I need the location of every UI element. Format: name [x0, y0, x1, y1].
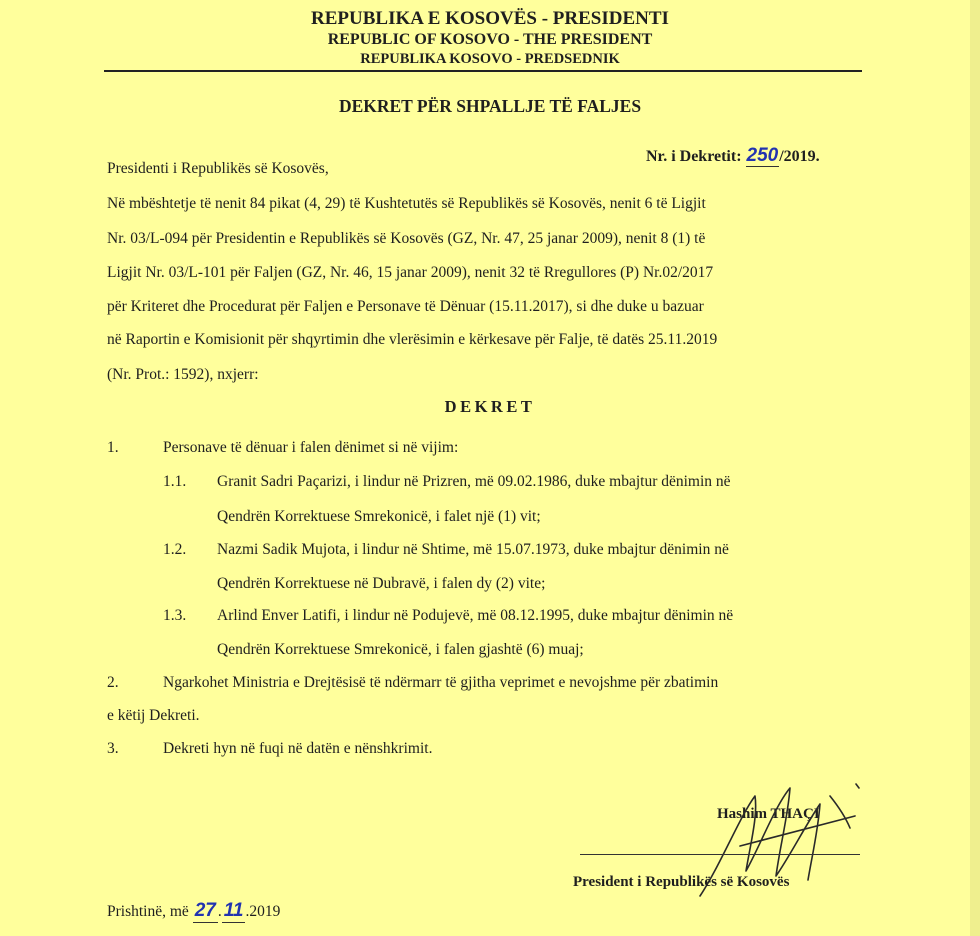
item-number: 2. — [107, 674, 119, 691]
decree-number-suffix: /2019. — [779, 148, 820, 165]
subitem-text: Qendrën Korrektuese Smrekonicë, i falen gjashtë (6) muaj; — [217, 641, 584, 658]
subitem-text: Qendrën Korrektuese Smrekonicë, i falet një (1) vit; — [217, 508, 541, 525]
item-text: e këtij Dekreti. — [107, 707, 200, 724]
preamble-line: (Nr. Prot.: 1592), nxjerr: — [107, 366, 259, 383]
preamble-line: Presidenti i Republikës së Kosovës, — [107, 160, 329, 177]
item-text: Ngarkohet Ministria e Drejtësisë të ndërmarr të gjitha veprimet e nevojshme për zbatimin — [163, 674, 719, 691]
signature-line — [580, 854, 860, 855]
subitem-text: Qendrën Korrektuese në Dubravë, i falen dy (2) vite; — [217, 575, 546, 592]
header-line-serbian: REPUBLIKA KOSOVO - PREDSEDNIK — [360, 51, 620, 67]
subitem-text: Granit Sadri Paçarizi, i lindur në Prizren, më 09.02.1986, duke mbajtur dënimin në — [217, 473, 731, 490]
item-number: 3. — [107, 740, 119, 757]
decree-number-handwritten: 250 — [746, 145, 779, 166]
date-month-handwritten: 11 — [223, 900, 244, 921]
place-and-date — [107, 900, 280, 923]
item-number: 1. — [107, 439, 119, 456]
date-suffix: .2019 — [245, 903, 281, 920]
decree-number-label: Nr. i Dekretit: — [646, 148, 746, 165]
preamble-line: Ligjit Nr. 03/L-101 për Faljen (GZ, Nr. 46, 15 janar 2009), nenit 32 të Rregullores (P) Nr.02/2017 — [107, 264, 714, 281]
subitem-text: Arlind Enver Latifi, i lindur në Podujevë, më 08.12.1995, duke mbajtur dënimin në — [217, 607, 734, 624]
decree-number — [646, 145, 820, 167]
signer-title: President i Republikës së Kosovës — [573, 874, 790, 890]
date-prefix: Prishtinë, më — [107, 903, 193, 920]
subitem-number: 1.1. — [163, 473, 187, 490]
subitem-text: Nazmi Sadik Mujota, i lindur në Shtime, më 15.07.1973, duke mbajtur dënimin në — [217, 541, 729, 558]
header-line-albanian: REPUBLIKA E KOSOVËS - PRESIDENTI — [311, 8, 669, 29]
header-divider — [104, 70, 862, 72]
date-separator: . — [217, 903, 222, 920]
subitem-number: 1.2. — [163, 541, 187, 558]
date-day-handwritten: 27 — [194, 900, 216, 921]
handwritten-signature — [680, 776, 880, 912]
preamble-line: në Raportin e Komisionit për shqyrtimin dhe vlerësimin e kërkesave për Falje, të datës 25.11.2019 — [107, 331, 718, 348]
item-text: Personave të dënuar i falen dënimet si në vijim: — [163, 439, 459, 456]
header-line-english: REPUBLIC OF KOSOVO - THE PRESIDENT — [327, 31, 653, 48]
preamble-line: për Kriteret dhe Procedurat për Faljen e Personave të Dënuar (15.11.2017), si dhe duke u bazuar — [107, 298, 704, 315]
subitem-number: 1.3. — [163, 607, 187, 624]
dekret-heading: DEKRET — [444, 397, 536, 416]
preamble-line: Në mbështetje të nenit 84 pikat (4, 29) të Kushtetutës së Republikës së Kosovës, nenit 6 të Ligjit — [107, 195, 706, 212]
document-title: DEKRET PËR SHPALLJE TË FALJES — [338, 96, 642, 116]
item-text: Dekreti hyn në fuqi në datën e nënshkrimit. — [163, 740, 433, 757]
preamble-line: Nr. 03/L-094 për Presidentin e Republikës së Kosovës (GZ, Nr. 47, 25 janar 2009), nenit 8 (1) të — [107, 230, 706, 247]
signer-name: Hashim THAÇI — [717, 806, 820, 822]
page-edge-shadow — [970, 0, 980, 936]
